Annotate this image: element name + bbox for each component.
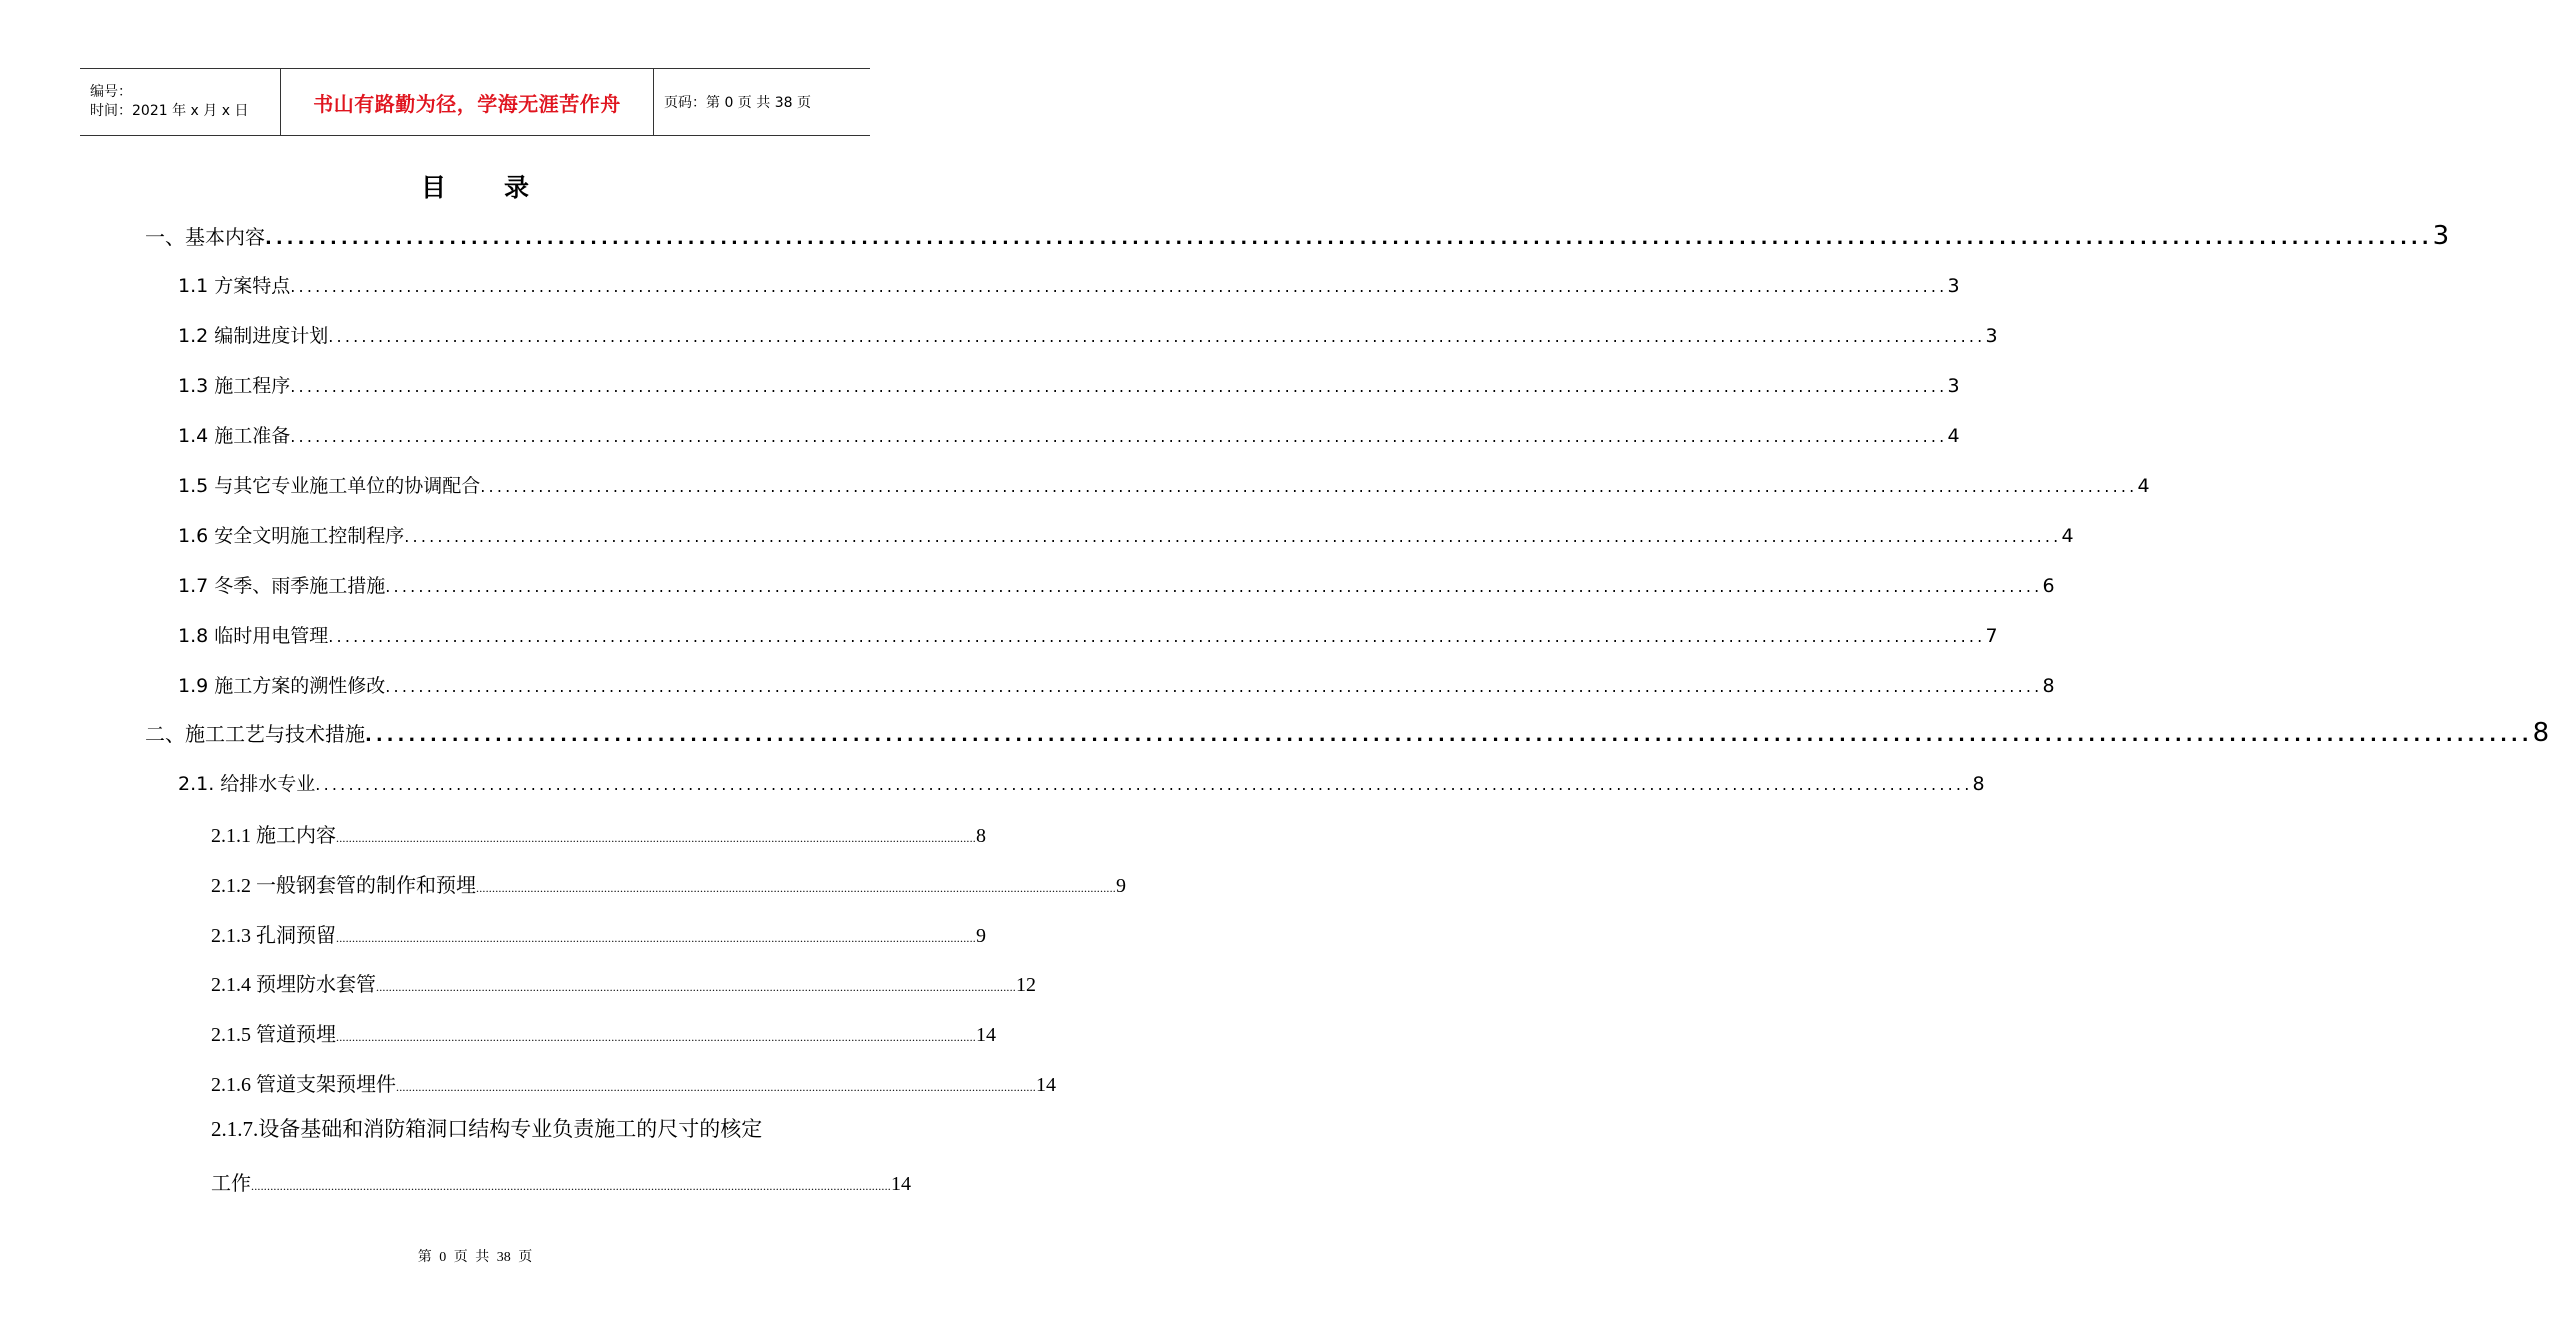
toc-entry-1-4[interactable]: [178, 421, 1960, 448]
toc-entry-page: 6: [2042, 575, 2055, 597]
toc-entry-1-6[interactable]: [178, 521, 2074, 548]
toc-leader-dots: ........................................................................................................................................................................................................: [265, 228, 2433, 249]
toc-leader-dots: ........................................................................................................................................................................................................: [404, 527, 2062, 546]
toc-leader-dots: ........................................................................................................................................................................................................: [396, 1080, 1036, 1094]
toc-entry-page: 4: [1947, 425, 1960, 447]
toc-entry-section-1[interactable]: [145, 221, 2450, 251]
toc-entry-page: 12: [1016, 974, 1036, 996]
toc-entry-label: 2.1.6 管道支架预埋件: [211, 1074, 396, 1096]
toc-entry-page: 8: [1972, 773, 1985, 795]
toc-entry-label: 1.6 安全文明施工控制程序: [178, 525, 405, 547]
toc-entry-2-1-6[interactable]: [211, 1068, 1056, 1097]
toc-entry-page: 9: [1116, 875, 1126, 897]
header-meta: [80, 69, 281, 135]
header-motto: 书山有路勤为径，学海无涯苦作舟: [313, 91, 621, 116]
header-number-label: 编号：: [90, 84, 132, 100]
toc-leader-dots: ........................................................................................................................................................................................................: [480, 477, 2138, 496]
toc-entry-label: 1.4 施工准备: [178, 425, 291, 447]
toc-entry-page: 7: [1985, 625, 1998, 647]
toc-leader-dots: ........................................................................................................................................................................................................: [376, 980, 1016, 994]
toc-entry-label: 1.1 方案特点: [178, 275, 291, 297]
toc-entry-label: 1.2 编制进度计划: [178, 325, 329, 347]
toc-entry-2-1[interactable]: [178, 769, 1985, 796]
toc-leader-dots: ........................................................................................................................................................................................................: [290, 427, 1948, 446]
toc-entry-2-1-2[interactable]: [211, 869, 1126, 898]
toc-entry-page: 14: [1036, 1074, 1056, 1096]
toc-entry-label: 1.3 施工程序: [178, 375, 291, 397]
toc-entry-page: 3: [1947, 375, 1960, 397]
toc-leader-dots: ........................................................................................................................................................................................................: [385, 577, 2043, 596]
page-footer: 第 0 页 共 38 页: [417, 1250, 533, 1265]
toc-entry-page: 4: [2137, 475, 2150, 497]
toc-entry-2-1-5[interactable]: [211, 1018, 996, 1047]
toc-entry-label: 1.8 临时用电管理: [178, 625, 329, 647]
toc-entry-label: 1.5 与其它专业施工单位的协调配合: [178, 475, 481, 497]
toc-leader-dots: ........................................................................................................................................................................................................: [336, 831, 976, 845]
toc-entry-label: 2.1.5 管道预埋: [211, 1024, 336, 1046]
toc-entry-label: 1.9 施工方案的溯性修改: [178, 675, 386, 697]
toc-entry-1-7[interactable]: [178, 571, 2055, 598]
toc-leader-dots: ........................................................................................................................................................................................................: [251, 1179, 891, 1193]
toc-entry-page: 14: [891, 1173, 911, 1195]
toc-leader-dots: ........................................................................................................................................................................................................: [290, 377, 1948, 396]
toc-entry-page: 4: [2061, 525, 2074, 547]
toc-entry-1-3[interactable]: [178, 371, 1960, 398]
page-header: [80, 68, 870, 136]
toc-leader-dots: ........................................................................................................................................................................................................: [385, 677, 2043, 696]
toc-entry-2-1-4[interactable]: [211, 968, 1036, 997]
toc-title: 目录: [420, 173, 587, 202]
toc-entry-1-9[interactable]: [178, 671, 2055, 698]
toc-leader-dots: ........................................................................................................................................................................................................: [328, 627, 1986, 646]
toc-entry-section-2[interactable]: [145, 718, 2549, 748]
toc-entry-label: 2.1.4 预埋防水套管: [211, 974, 376, 996]
toc-leader-dots: ........................................................................................................................................................................................................: [290, 277, 1948, 296]
toc-entry-1-2[interactable]: [178, 321, 1998, 348]
toc-entry-2-1-1[interactable]: [211, 819, 986, 848]
toc-entry-label: 1.7 冬季、雨季施工措施: [178, 575, 386, 597]
toc-entry-label: 2.1.3 孔洞预留: [211, 925, 336, 947]
toc-entry-1-8[interactable]: [178, 621, 1998, 648]
header-page-info: 页码：第 0 页 共 38 页: [664, 95, 811, 111]
header-date-label: 时间：2021 年 x 月 x 日: [90, 103, 249, 119]
toc-entry-2-1-7-label[interactable]: 2.1.7.设备基础和消防箱洞口结构专业负责施工的尺寸的核定: [211, 1117, 763, 1141]
toc-entry-label: 2.1.1 施工内容: [211, 825, 336, 847]
toc-entry-1-5[interactable]: [178, 471, 2150, 498]
toc-entry-page: 3: [2432, 221, 2450, 251]
toc-leader-dots: ........................................................................................................................................................................................................: [328, 327, 1986, 346]
toc-entry-1-1[interactable]: [178, 271, 1960, 298]
toc-entry-page: 8: [2042, 675, 2055, 697]
toc-entry-page: 3: [1985, 325, 1998, 347]
toc-entry-page: 9: [976, 925, 986, 947]
toc-entry-label: 2.1. 给排水专业: [178, 773, 316, 795]
toc-leader-dots: ........................................................................................................................................................................................................: [476, 881, 1116, 895]
toc-entry-page: 14: [976, 1024, 996, 1046]
toc-leader-dots: ........................................................................................................................................................................................................: [315, 775, 1973, 794]
header-motto-cell: [281, 69, 654, 135]
toc-leader-dots: ........................................................................................................................................................................................................: [365, 725, 2533, 746]
toc-leader-dots: ........................................................................................................................................................................................................: [336, 931, 976, 945]
toc-entry-label: 一、基本内容: [145, 225, 265, 249]
toc-entry-page: 8: [976, 825, 986, 847]
toc-entry-page: 8: [2532, 718, 2549, 748]
toc-entry-label: 二、施工工艺与技术措施: [145, 722, 365, 746]
toc-entry-page: 3: [1947, 275, 1960, 297]
toc-entry-label: 工作: [211, 1173, 251, 1195]
toc-entry-2-1-7-continued[interactable]: [211, 1167, 911, 1196]
toc-entry-label: 2.1.2 一般钢套管的制作和预埋: [211, 875, 476, 897]
toc-leader-dots: ........................................................................................................................................................................................................: [336, 1030, 976, 1044]
toc-entry-2-1-3[interactable]: [211, 919, 986, 948]
